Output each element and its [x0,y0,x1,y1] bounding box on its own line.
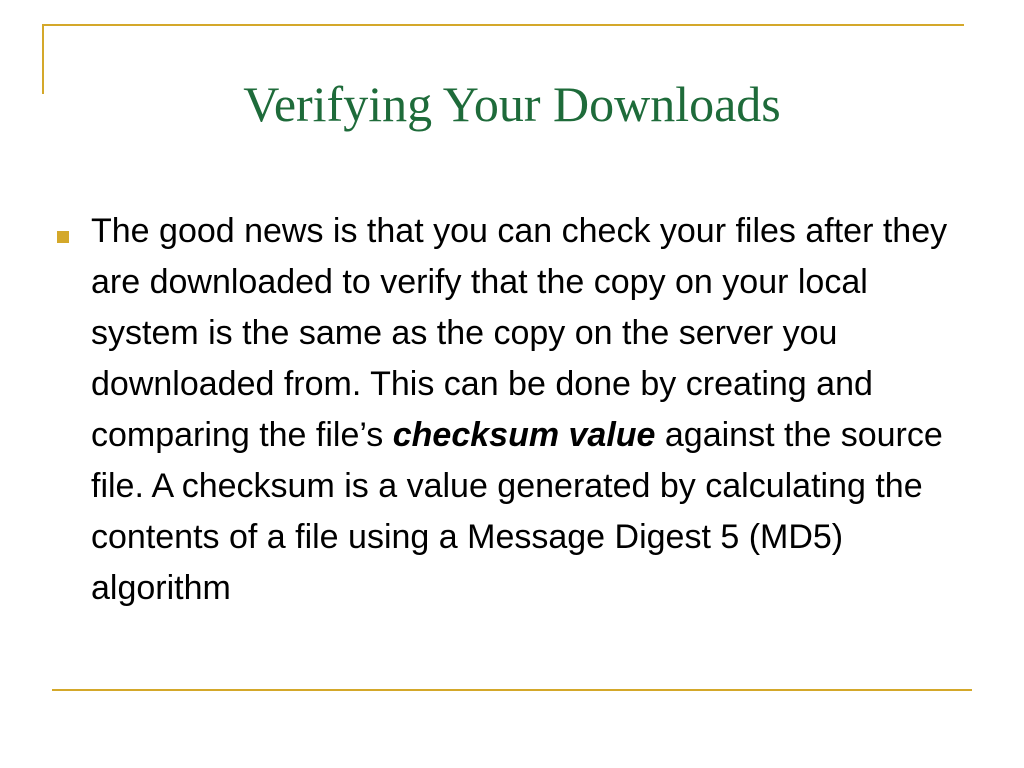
bullet-item [54,206,984,614]
frame-top-rule [42,24,964,26]
frame-bottom-rule [52,689,972,691]
bullet-emphasis: checksum value [392,416,656,454]
square-bullet-icon [57,231,69,243]
bullet-text-after: against the source file. A checksum is a value generated by calculating the contents of a file using a Message Digest 5 (MD5) algorithm [91,416,943,607]
slide-title: Verifying Your Downloads [243,76,781,132]
bullet-text-before: The good news is that you can check your files after they are downloaded to verify that the copy on your local system is the same as the copy on the server you downloaded from. This can be done by creating and comparing the file’s [91,212,948,454]
bullet-list [54,206,984,614]
